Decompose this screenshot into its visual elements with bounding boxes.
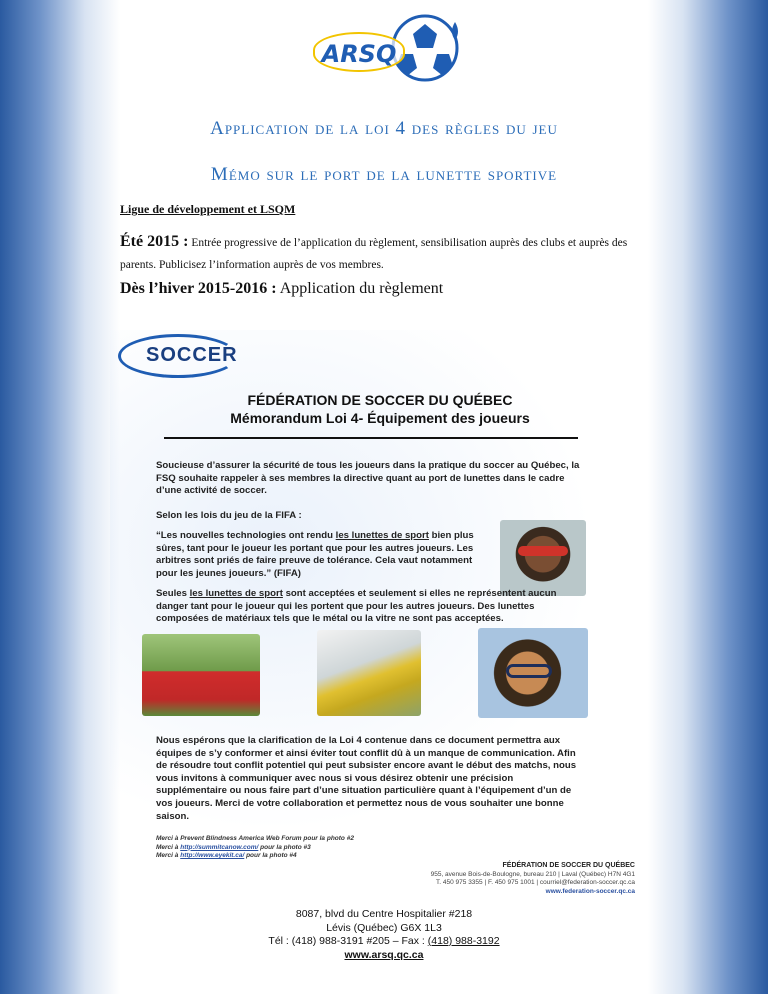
credit-3-prefix: Merci à	[156, 852, 181, 859]
credit-3	[156, 852, 354, 861]
arsq-footer	[0, 908, 768, 962]
fsq-footer-phone: T. 450 975 3355 | F. 450 975 1001 | courriel@federation-soccer.qc.ca	[436, 879, 635, 886]
credit-2-link[interactable]: http://summitcanow.com/	[180, 843, 259, 851]
footer-website-link[interactable]: www.arsq.qc.ca	[344, 948, 424, 961]
memo-heading-1: FÉDÉRATION DE SOCCER DU QUÉBEC	[247, 392, 513, 408]
credit-3-suffix: pour la photo #4	[244, 852, 297, 859]
fsq-logo-text: SOCCER	[146, 344, 238, 366]
fsq-memo-image	[110, 330, 650, 895]
memo-p4-text-b: sont acceptées et seulement si elles ne représentent aucun danger tant pour le joueur qui les portent que pour les autres joueurs. Des lunettes composées de matériaux tels que le métal ou la vitre ne sont pas acceptées.	[156, 588, 557, 625]
fsq-logo	[118, 334, 238, 378]
arsq-logo	[305, 10, 465, 90]
memo-paragraph-1: Soucieuse d’assurer la sécurité de tous les joueurs dans la pratique du soccer au Québec, la FSQ souhaite rappeler à ses membres la directive quant au port de lunettes dans le cadre d’une activité de soccer.	[156, 460, 580, 497]
footer-city: Lévis (Québec) G6X 1L3	[326, 921, 442, 934]
goggles-shape	[506, 664, 552, 678]
fsq-footer-name: FÉDÉRATION DE SOCCER DU QUÉBEC	[502, 862, 635, 869]
credit-2-suffix: pour la photo #3	[258, 843, 311, 851]
memo-paragraph-5: Nous espérons que la clarification de la Loi 4 contenue dans ce document permettra aux équipes de s’y conformer et ainsi éviter tout conflit dû à un manque de communication. Afin de résoudre tout conflit potentiel qui peut subsister encore avant le début des matchs, nous vous invitons à communiquer avec nous si vous désirez obtenir une précision supplémentaire ou nous faire part d’une situation particulière quant à l’équipement d’un de vos joueurs. Merci de votre collaboration et permettez nous de vous souhaiter une bonne saison.	[156, 735, 577, 822]
title-line-1: Application de la loi 4 des règles du jeu	[210, 118, 558, 139]
memo-p3-link: les lunettes de sport	[335, 530, 429, 541]
hiver-label: Dès l’hiver 2015-2016 :	[120, 280, 277, 297]
fsq-contact-block	[410, 862, 635, 896]
fsq-footer-address: 955, avenue Bois-de-Boulogne, bureau 210 | Laval (Québec) H7N 4G1	[430, 870, 635, 878]
footer-address: 8087, blvd du Centre Hospitalier #218	[295, 908, 473, 920]
ete-text: Entrée progressive de l’application du règlement, sensibilisation auprès des clubs et auprès des parents. Publicisez l’information auprès de vos membres.	[120, 237, 628, 271]
ete-paragraph	[120, 231, 660, 276]
photo-girls-with-ball	[142, 634, 260, 716]
credit-3-link[interactable]: http://www.eyekit.ca/	[180, 852, 245, 859]
arsq-logo-text: ARSQ	[313, 32, 405, 72]
title-line-2: Mémo sur le port de la lunette sportive	[210, 164, 558, 185]
footer-phone-line	[0, 935, 768, 949]
memo-p3-text-b: bien plus sûres, tant pour le joueur les portant que pour les autres joueurs. Les arbitres sont priés de faire preuve de tolérance. Cela vaut notamment pour les jeunes joueurs.” (FIFA)	[156, 530, 474, 579]
footer-fax: (418) 988-3192	[427, 935, 500, 947]
hiver-paragraph	[120, 280, 443, 298]
fsq-footer-website[interactable]: www.federation-soccer.qc.ca	[545, 887, 635, 895]
memo-p4-link: les lunettes de sport	[189, 588, 283, 599]
credit-1: Merci à Prevent Blindness America Web Forum pour la photo #2	[156, 835, 354, 842]
sport-glasses-shape	[518, 546, 568, 556]
memo-p3-text-a: “Les nouvelles technologies ont rendu	[156, 530, 336, 541]
credit-2-prefix: Merci à	[156, 843, 181, 851]
ete-label: Été 2015 :	[120, 233, 189, 250]
credit-2	[156, 844, 354, 853]
photo-credits	[156, 835, 354, 861]
memo-paragraph-2: Selon les lois du jeu de la FIFA :	[156, 510, 302, 521]
memo-p4-text-a: Seules	[156, 588, 190, 599]
photo-player-sport-glasses	[500, 520, 586, 596]
league-heading: Ligue de développement et LSQM	[120, 202, 296, 216]
photo-boy-goggles	[478, 628, 588, 718]
hiver-text: Application du règlement	[279, 280, 444, 297]
memo-paragraph-4	[156, 588, 586, 626]
memo-paragraph-3	[156, 530, 494, 580]
memo-heading-2: Mémorandum Loi 4- Équipement des joueurs	[230, 410, 530, 426]
photo-goalkeeper	[317, 630, 421, 716]
memo-divider	[164, 437, 578, 439]
footer-phone: Tél : (418) 988-3191 #205 – Fax :	[268, 935, 428, 947]
